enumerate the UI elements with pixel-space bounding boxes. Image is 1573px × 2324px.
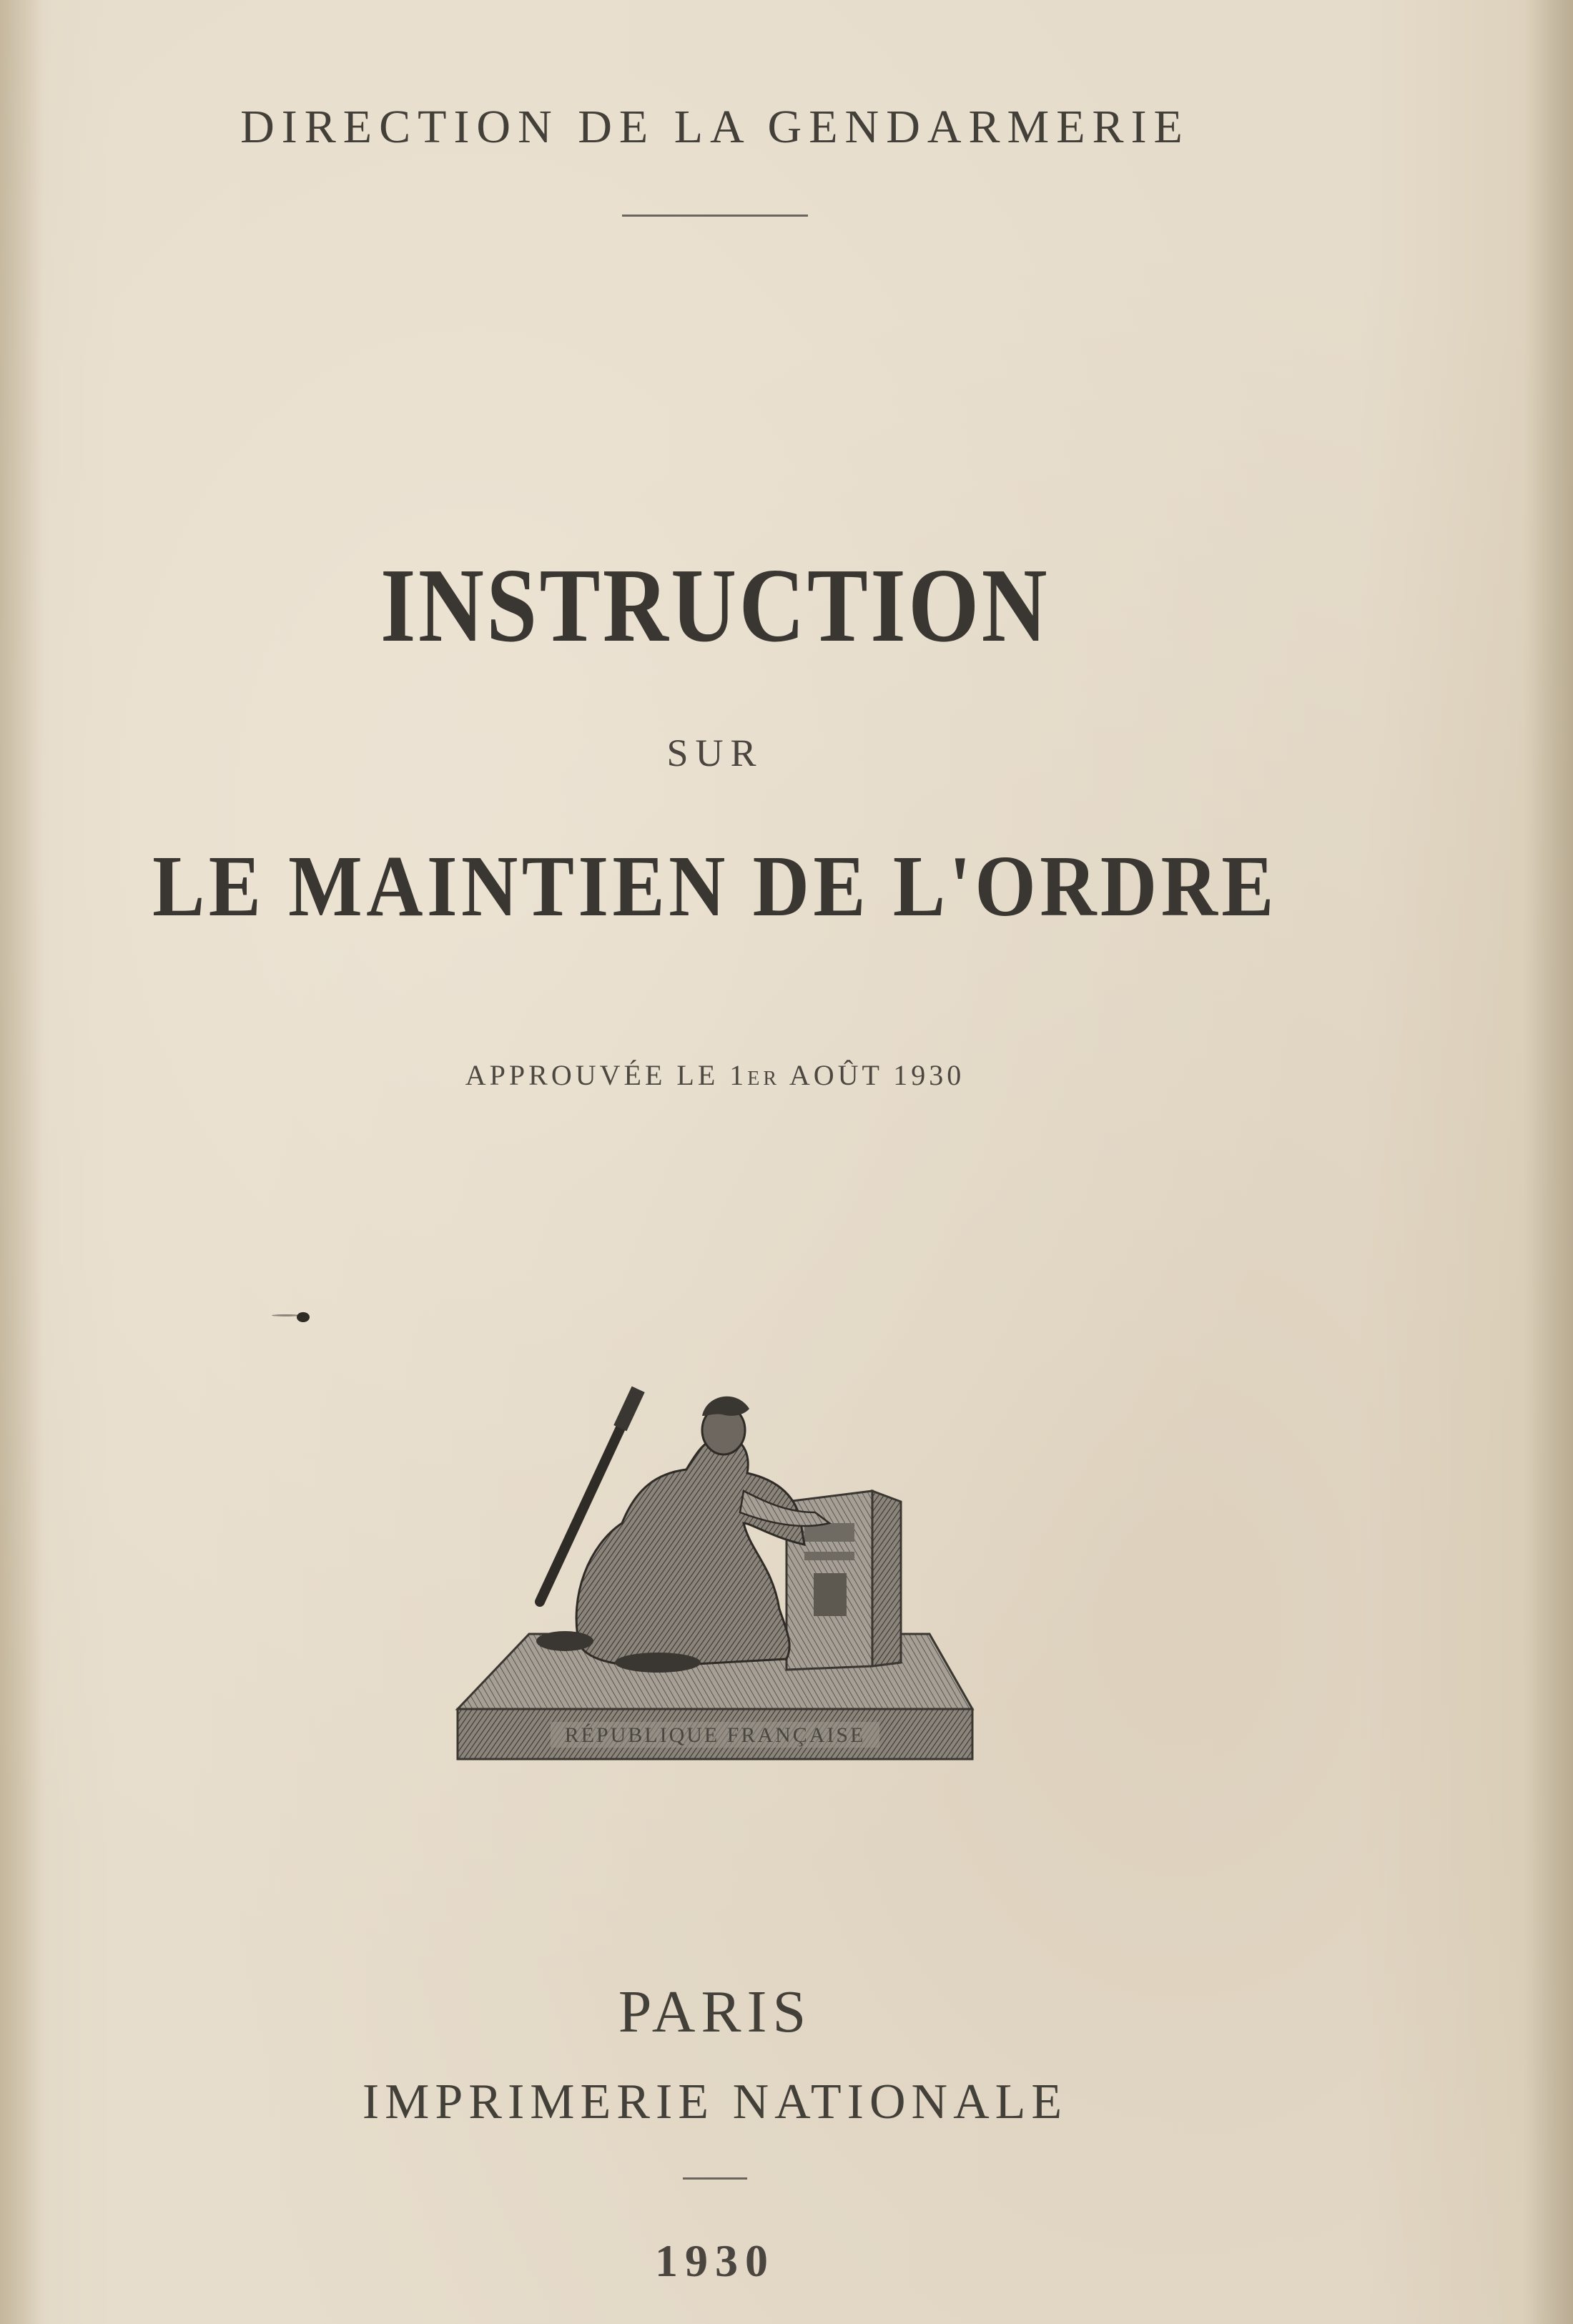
publication-year: 1930 xyxy=(655,2235,775,2286)
document-subtitle: LE MAINTIEN DE L'ORDRE xyxy=(152,838,1278,935)
issuer-heading: DIRECTION DE LA GENDARMERIE xyxy=(240,101,1190,153)
publication-city: PARIS xyxy=(618,1979,812,2045)
printer-name: IMPRIMERIE NATIONALE xyxy=(362,2074,1068,2129)
top-divider xyxy=(622,215,808,217)
document-title: INSTRUCTION xyxy=(380,547,1050,664)
spine-shadow xyxy=(0,0,43,2324)
approval-date: APPROUVÉE LE 1er AOÛT 1930 xyxy=(465,1059,965,1091)
bottom-divider xyxy=(683,2177,747,2180)
svg-text:RÉPUBLIQUE FRANÇAISE: RÉPUBLIQUE FRANÇAISE xyxy=(564,1723,866,1747)
ink-speck xyxy=(297,1312,310,1322)
seated-marianne-emblem-icon xyxy=(443,1309,987,1766)
page-edge-shadow xyxy=(1523,0,1573,2324)
title-connector: SUR xyxy=(666,732,764,774)
ink-smudge xyxy=(272,1314,300,1316)
